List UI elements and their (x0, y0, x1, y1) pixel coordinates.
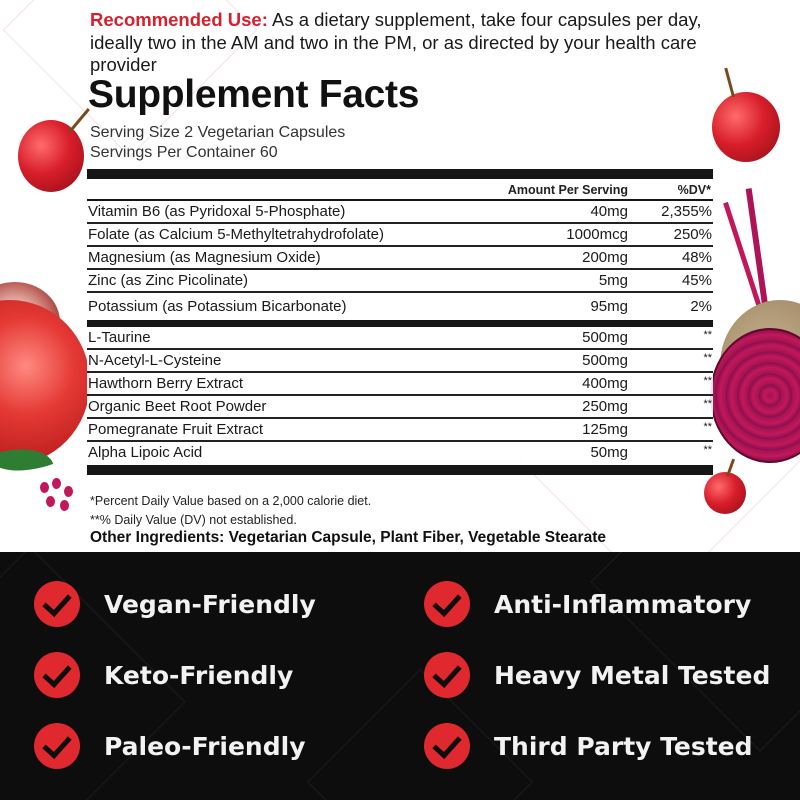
benefit-keto-friendly (34, 652, 293, 698)
ingredient-dv: ** (703, 352, 712, 364)
facts-table (87, 169, 713, 475)
ingredient-amount: 5mg (598, 272, 628, 289)
benefit-heavy-metal-tested (424, 652, 770, 698)
pomegranate-seeds-image (40, 478, 80, 518)
check-icon (34, 581, 80, 627)
check-icon (424, 652, 470, 698)
serving-info (90, 123, 345, 163)
benefit-vegan-friendly (34, 581, 316, 627)
recommended-use-label: Recommended Use: (90, 9, 268, 30)
benefit-label: Third Party Tested (494, 731, 753, 761)
hawthorn-berry-image (704, 472, 746, 514)
check-icon (34, 652, 80, 698)
table-header (87, 179, 713, 201)
table-row (87, 270, 713, 293)
table-row (87, 201, 713, 224)
hawthorn-berry-image (18, 120, 84, 192)
table-row (87, 247, 713, 270)
table-row (87, 419, 713, 442)
benefit-label: Vegan-Friendly (104, 589, 316, 619)
ingredient-name: L-Taurine (88, 329, 151, 346)
table-divider (87, 465, 713, 475)
table-row (87, 224, 713, 247)
ingredient-dv: 48% (681, 249, 712, 266)
header-amount: Amount Per Serving (507, 183, 628, 197)
table-divider (87, 320, 713, 327)
table-row (87, 396, 713, 419)
ingredient-dv: ** (703, 375, 712, 387)
ingredient-amount: 40mg (590, 203, 628, 220)
ingredient-name: Magnesium (as Magnesium Oxide) (88, 249, 321, 266)
hawthorn-berry-image (712, 92, 780, 162)
benefit-label: Keto-Friendly (104, 660, 294, 690)
ingredient-name: Hawthorn Berry Extract (88, 375, 244, 392)
ingredient-dv: 2,355% (661, 203, 712, 220)
ingredient-amount: 500mg (582, 329, 628, 346)
benefit-label: Paleo-Friendly (104, 731, 306, 761)
beet-stem-image (746, 188, 769, 308)
ingredient-amount: 250mg (582, 398, 628, 415)
table-divider (87, 169, 713, 179)
recommended-use (90, 9, 730, 77)
benefit-label: Heavy Metal Tested (494, 660, 771, 690)
ingredient-amount: 95mg (590, 298, 628, 315)
pomegranate-image (0, 300, 90, 465)
other-ingredients: Other Ingredients: Vegetarian Capsule, Plant Fiber, Vegetable Stearate (90, 529, 606, 546)
serving-size: Serving Size 2 Vegetarian Capsules (90, 124, 346, 141)
footnotes (90, 492, 371, 530)
servings-per-container: Servings Per Container 60 (90, 144, 278, 161)
ingredient-amount: 50mg (590, 444, 628, 461)
table-row (87, 373, 713, 396)
table-row (87, 293, 713, 320)
ingredient-amount: 200mg (582, 249, 628, 266)
footnote-not-established: **% Daily Value (DV) not established. (90, 513, 297, 527)
table-row (87, 350, 713, 373)
benefit-paleo-friendly (34, 723, 306, 769)
footnote-dv: *Percent Daily Value based on a 2,000 calorie diet. (90, 494, 372, 508)
ingredient-name: N-Acetyl-L-Cysteine (88, 352, 222, 369)
ingredient-dv: 2% (690, 298, 712, 315)
ingredient-dv: ** (703, 421, 712, 433)
ingredient-name: Vitamin B6 (as Pyridoxal 5-Phosphate) (88, 203, 346, 220)
ingredient-amount: 500mg (582, 352, 628, 369)
benefit-label: Anti-Inflammatory (494, 589, 752, 619)
check-icon (34, 723, 80, 769)
ingredient-dv: 250% (673, 226, 712, 243)
ingredient-name: Zinc (as Zinc Picolinate) (88, 272, 249, 289)
ingredient-name: Potassium (as Potassium Bicarbonate) (88, 298, 347, 315)
benefit-third-party-tested (424, 723, 753, 769)
table-row (87, 442, 713, 465)
recommended-use-text: As a dietary supplement, take four capsules per day, ideally two in the AM and two in the PM, or as directed by your health care provider (90, 9, 702, 75)
ingredient-amount: 125mg (582, 421, 628, 438)
ingredient-dv: ** (703, 444, 712, 456)
ingredient-name: Alpha Lipoic Acid (88, 444, 203, 461)
check-icon (424, 581, 470, 627)
benefit-anti-inflammatory (424, 581, 751, 627)
ingredient-dv: ** (703, 329, 712, 341)
ingredient-dv: 45% (681, 272, 712, 289)
ingredient-name: Pomegranate Fruit Extract (88, 421, 264, 438)
benefits-panel (0, 552, 800, 800)
ingredient-amount: 400mg (582, 375, 628, 392)
page-title: Supplement Facts (88, 73, 420, 116)
ingredient-name: Organic Beet Root Powder (88, 398, 267, 415)
table-row (87, 327, 713, 350)
header-dv: %DV* (677, 183, 711, 197)
ingredient-amount: 1000mcg (566, 226, 628, 243)
ingredient-name: Folate (as Calcium 5-Methyltetrahydrofolate) (88, 226, 384, 243)
check-icon (424, 723, 470, 769)
ingredient-dv: ** (703, 398, 712, 410)
